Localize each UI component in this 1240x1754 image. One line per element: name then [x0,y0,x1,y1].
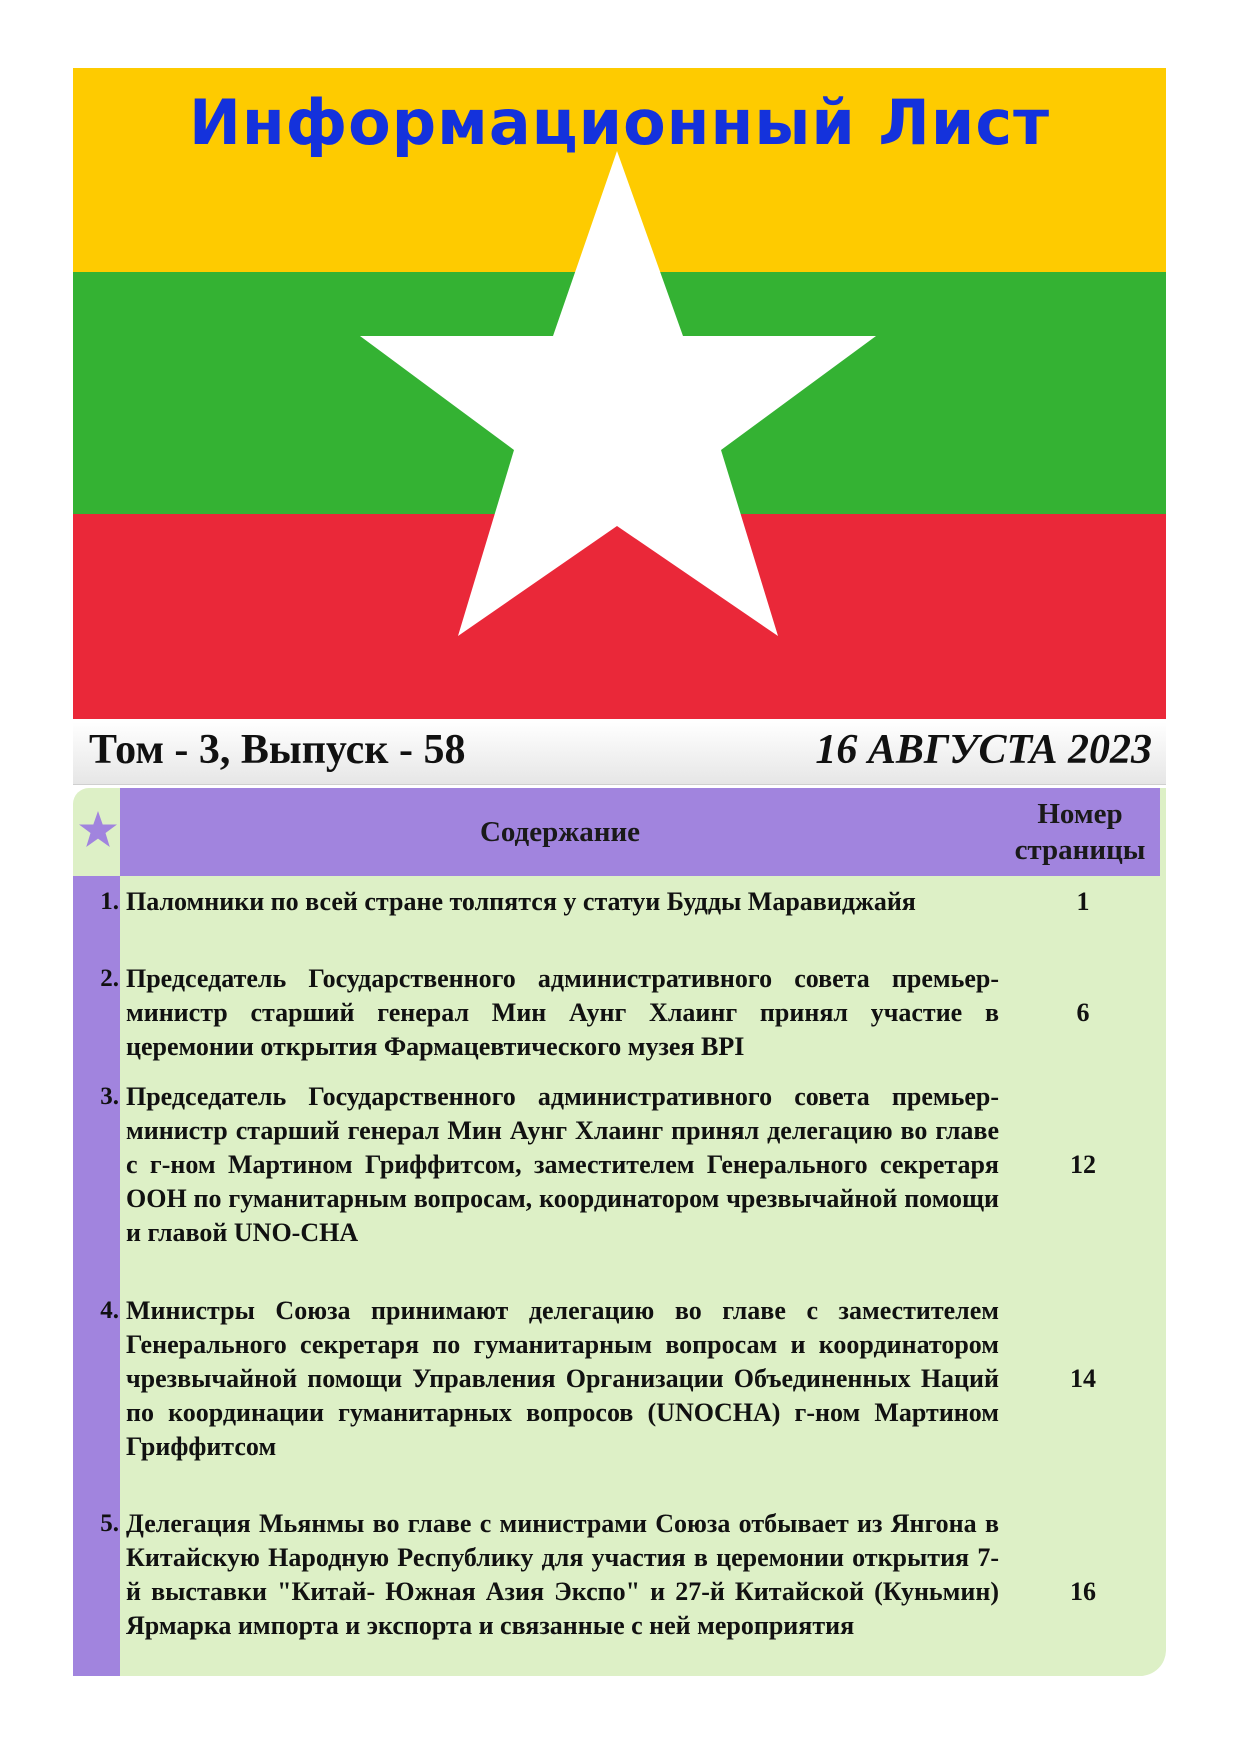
item-number: 4. [100,1297,119,1324]
item-title[interactable]: Паломники по всей стране толпятся у статуи Будды Маравиджайя [126,887,916,916]
flag-red-stripe [73,514,1166,719]
toc-heading: Содержание [479,816,641,848]
item-number: 5. [100,1510,119,1537]
item-title[interactable]: Делегация Мьянмы во главе с министрами Союза отбывает из Янгона в Китайскую Народную Республику для участия в церемонии открытия 7-й выставки "Китай- Южная Азия Экспо" и 27-й Китайской (Куньмин) Ярмарка импорта и экспорта и связанные с ней мероприятия [126,1509,999,1640]
item-page: 14 [1070,1364,1096,1393]
item-title[interactable]: Председатель Государственного административного совета премьер-министр старший генерал Мин Аунг Хлаинг принял участие в церемонии открытия Фармацевтического музея BPI [126,964,999,1061]
issue-date: 16 АВГУСТА 2023 [815,727,1152,773]
table-of-contents [73,788,1166,1676]
myanmar-flag-image [73,68,1166,719]
page-title: Информационный Лист [188,86,1051,159]
toc-number-strip [73,876,120,1676]
item-title[interactable]: Министры Союза принимают делегацию во главе с заместителем Генерального секретаря по гуманитарным вопросам и координатором чрезвычайной помощи Управления Организации Объединенных Наций по координации гуманитарных вопросов (UNOCHA) г-ном Мартином Гриффитсом [126,1296,999,1461]
toc-header [120,788,1160,876]
item-page: 1 [1076,887,1090,916]
flag-banner [73,68,1166,719]
star-icon [78,810,118,850]
item-page: 12 [1070,1150,1096,1179]
volume-issue: Том - 3, Выпуск - 58 [89,727,466,773]
item-title[interactable]: Председатель Государственного административного совета премьер-министр старший генерал Мин Аунг Хлаинг принял делегацию во главе с г-ном Мартином Гриффитсом, заместителем Генерального секретаря ООН по гуманитарным вопросам, координатором чрезвычайной помощи и главой UNO-CHA [126,1082,999,1247]
page-number-heading [1000,788,1160,876]
item-number: 2. [100,965,119,992]
item-page: 6 [1076,998,1090,1027]
item-number: 1. [100,888,119,915]
issue-bar [73,722,1166,785]
item-page: 16 [1070,1577,1096,1606]
page-heading-line1: Номер [1037,798,1123,830]
page-heading-line2: страницы [1014,834,1146,866]
item-number: 3. [100,1083,119,1110]
